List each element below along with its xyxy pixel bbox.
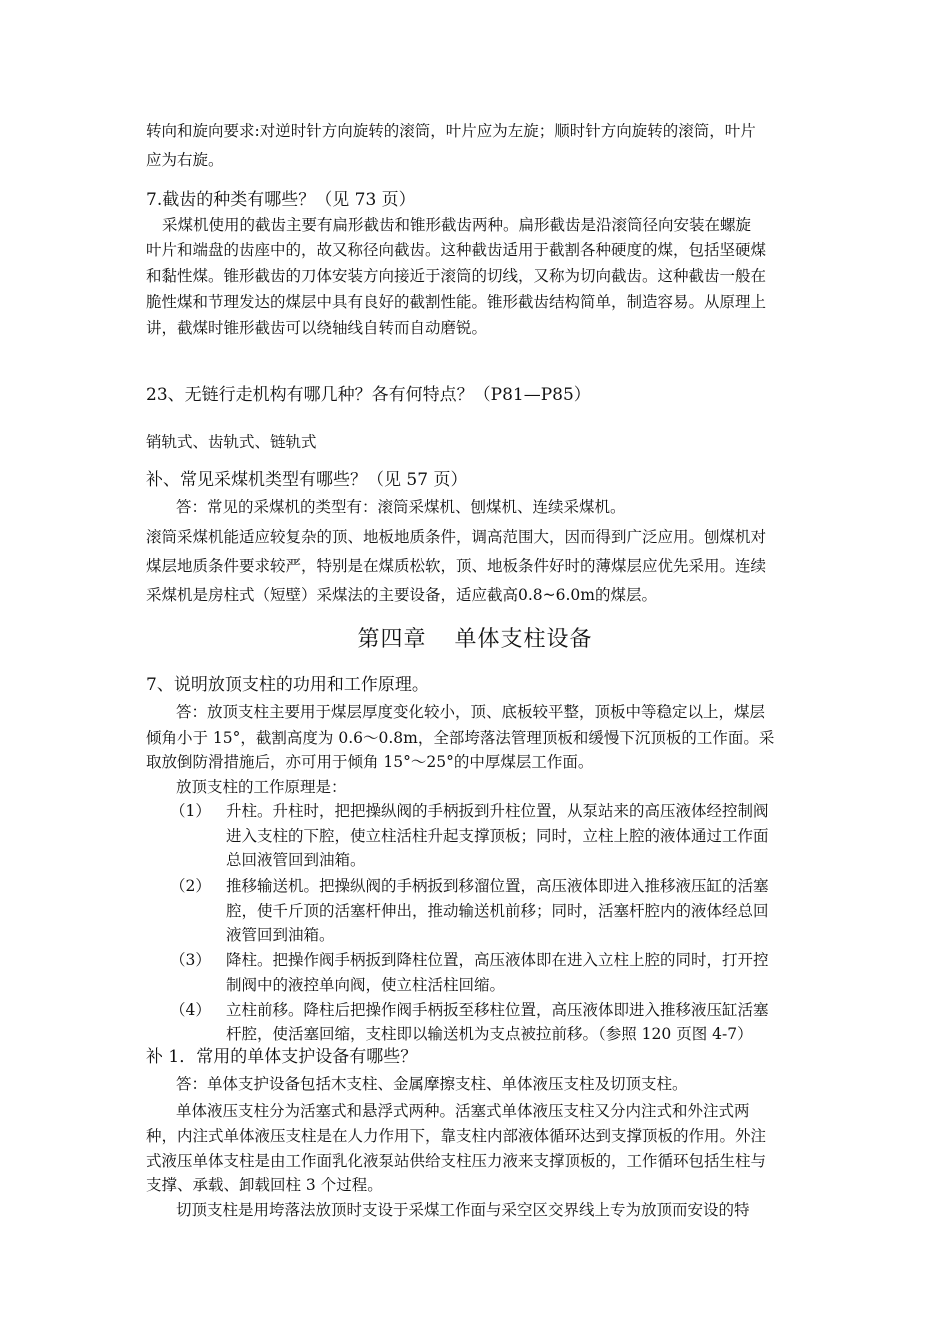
question-heading: 补、常见采煤机类型有哪些？（见 57 页） — [146, 470, 468, 490]
body-text: 单体液压支柱分为活塞式和悬浮式两种。活塞式单体液压支柱又分内注式和外注式两 — [176, 1102, 750, 1120]
list-item-text: 升柱。升柱时，把把操纵阀的手柄扳到升柱位置，从泵站来的高压液体经控制阀 — [226, 802, 769, 820]
body-text: 煤层地质条件要求较严，特别是在煤质松软，顶、地板条件好时的薄煤层应优先采用。连续 — [146, 557, 767, 575]
body-text: 滚筒采煤机能适应较复杂的顶、地板地质条件，调高范围大，因而得到广泛应用。刨煤机对 — [146, 528, 767, 546]
body-text: 取放倒防滑措施后，亦可用于倾角 15°～25°的中厚煤层工作面。 — [146, 753, 594, 771]
answer-text: 销轨式、齿轨式、链轨式 — [146, 433, 317, 451]
body-text: 讲，截煤时锥形截齿可以绕轴线自转而自动磨锐。 — [146, 319, 488, 337]
list-item-text: 立柱前移。降柱后把操作阀手柄扳至移柱位置，高压液体即进入推移液压缸活塞 — [226, 1001, 769, 1019]
question-heading: 7.截齿的种类有哪些？（见 73 页） — [146, 190, 416, 210]
list-item-text: 液管回到油箱。 — [226, 926, 335, 944]
list-item-text: 腔，使千斤顶的活塞杆伸出，推动输送机前移；同时，活塞杆腔内的液体经总回 — [226, 902, 769, 920]
body-text: 种，内注式单体液压支柱是在人力作用下，靠支柱内部液体循环达到支撑顶板的作用。外注 — [146, 1127, 767, 1145]
answer-text: 答：常见的采煤机的类型有：滚筒采煤机、刨煤机、连续采煤机。 — [176, 498, 626, 516]
body-text: 式液压单体支柱是由工作面乳化液泵站供给支柱压力液来支撑顶板的，工作循环包括生柱与 — [146, 1152, 767, 1170]
body-text: 采煤机使用的截齿主要有扁形截齿和锥形截齿两种。扁形截齿是沿滚筒径向安装在螺旋 — [162, 216, 752, 234]
chapter-title — [0, 627, 950, 652]
body-text: 脆性煤和节理发达的煤层中具有良好的截割性能。锥形截齿结构简单，制造容易。从原理上 — [146, 293, 767, 311]
list-item-number: （1） — [170, 802, 211, 820]
body-text: 转向和旋向要求:对逆时针方向旋转的滚筒，叶片应为左旋；顺时针方向旋转的滚筒，叶片 — [146, 122, 756, 140]
question-heading: 7、说明放顶支柱的功用和工作原理。 — [146, 675, 429, 695]
body-text: 和黏性煤。锥形截齿的刀体安装方向接近于滚筒的切线，又称为切向截齿。这种截齿一般在 — [146, 267, 767, 285]
body-text: 叶片和端盘的齿座中的，故又称径向截齿。这种截齿适用于截割各种硬度的煤，包括坚硬煤 — [146, 241, 767, 259]
list-item-text: 进入支柱的下腔，使立柱活柱升起支撑顶板；同时，立柱上腔的液体通过工作面 — [226, 827, 769, 845]
list-item-number: （4） — [170, 1001, 211, 1019]
chapter-name: 单体支柱设备 — [454, 627, 593, 652]
list-item-text: 制阀中的液控单向阀，使立柱活柱回缩。 — [226, 976, 506, 994]
list-item-text: 总回液管回到油箱。 — [226, 851, 366, 869]
chapter-number: 第四章 — [357, 627, 427, 652]
list-item-text: 降柱。把操作阀手柄扳到降柱位置，高压液体即在进入立柱上腔的同时，打开控 — [226, 951, 769, 969]
body-text: 倾角小于 15°，截割高度为 0.6～0.8m，全部垮落法管理顶板和缓慢下沉顶板的工作面。采 — [146, 729, 775, 747]
body-text: 采煤机是房柱式（短壁）采煤法的主要设备，适应截高0.8~6.0m的煤层。 — [146, 586, 657, 604]
question-heading: 补 1．常用的单体支护设备有哪些？ — [146, 1047, 418, 1067]
body-text: 应为右旋。 — [146, 151, 224, 169]
list-item-text: 杆腔，使活塞回缩，支柱即以输送机为支点被拉前移。（参照 120 页图 4-7） — [226, 1025, 753, 1043]
body-text: 放顶支柱的工作原理是： — [176, 778, 347, 796]
list-item-number: （3） — [170, 951, 211, 969]
question-heading: 23、无链行走机构有哪几种？各有何特点？（P81—P85） — [146, 385, 591, 405]
list-item-number: （2） — [170, 877, 211, 895]
body-text: 支撑、承载、卸载回柱 3 个过程。 — [146, 1176, 383, 1194]
answer-text: 答：放顶支柱主要用于煤层厚度变化较小，顶、底板较平整，顶板中等稳定以上，煤层 — [176, 703, 766, 721]
body-text: 切顶支柱是用垮落法放顶时支设于采煤工作面与采空区交界线上专为放顶而安设的特 — [176, 1201, 750, 1219]
list-item-text: 推移输送机。把操纵阀的手柄扳到移溜位置，高压液体即进入推移液压缸的活塞 — [226, 877, 769, 895]
answer-text: 答：单体支护设备包括木支柱、金属摩擦支柱、单体液压支柱及切顶支柱。 — [176, 1075, 688, 1093]
